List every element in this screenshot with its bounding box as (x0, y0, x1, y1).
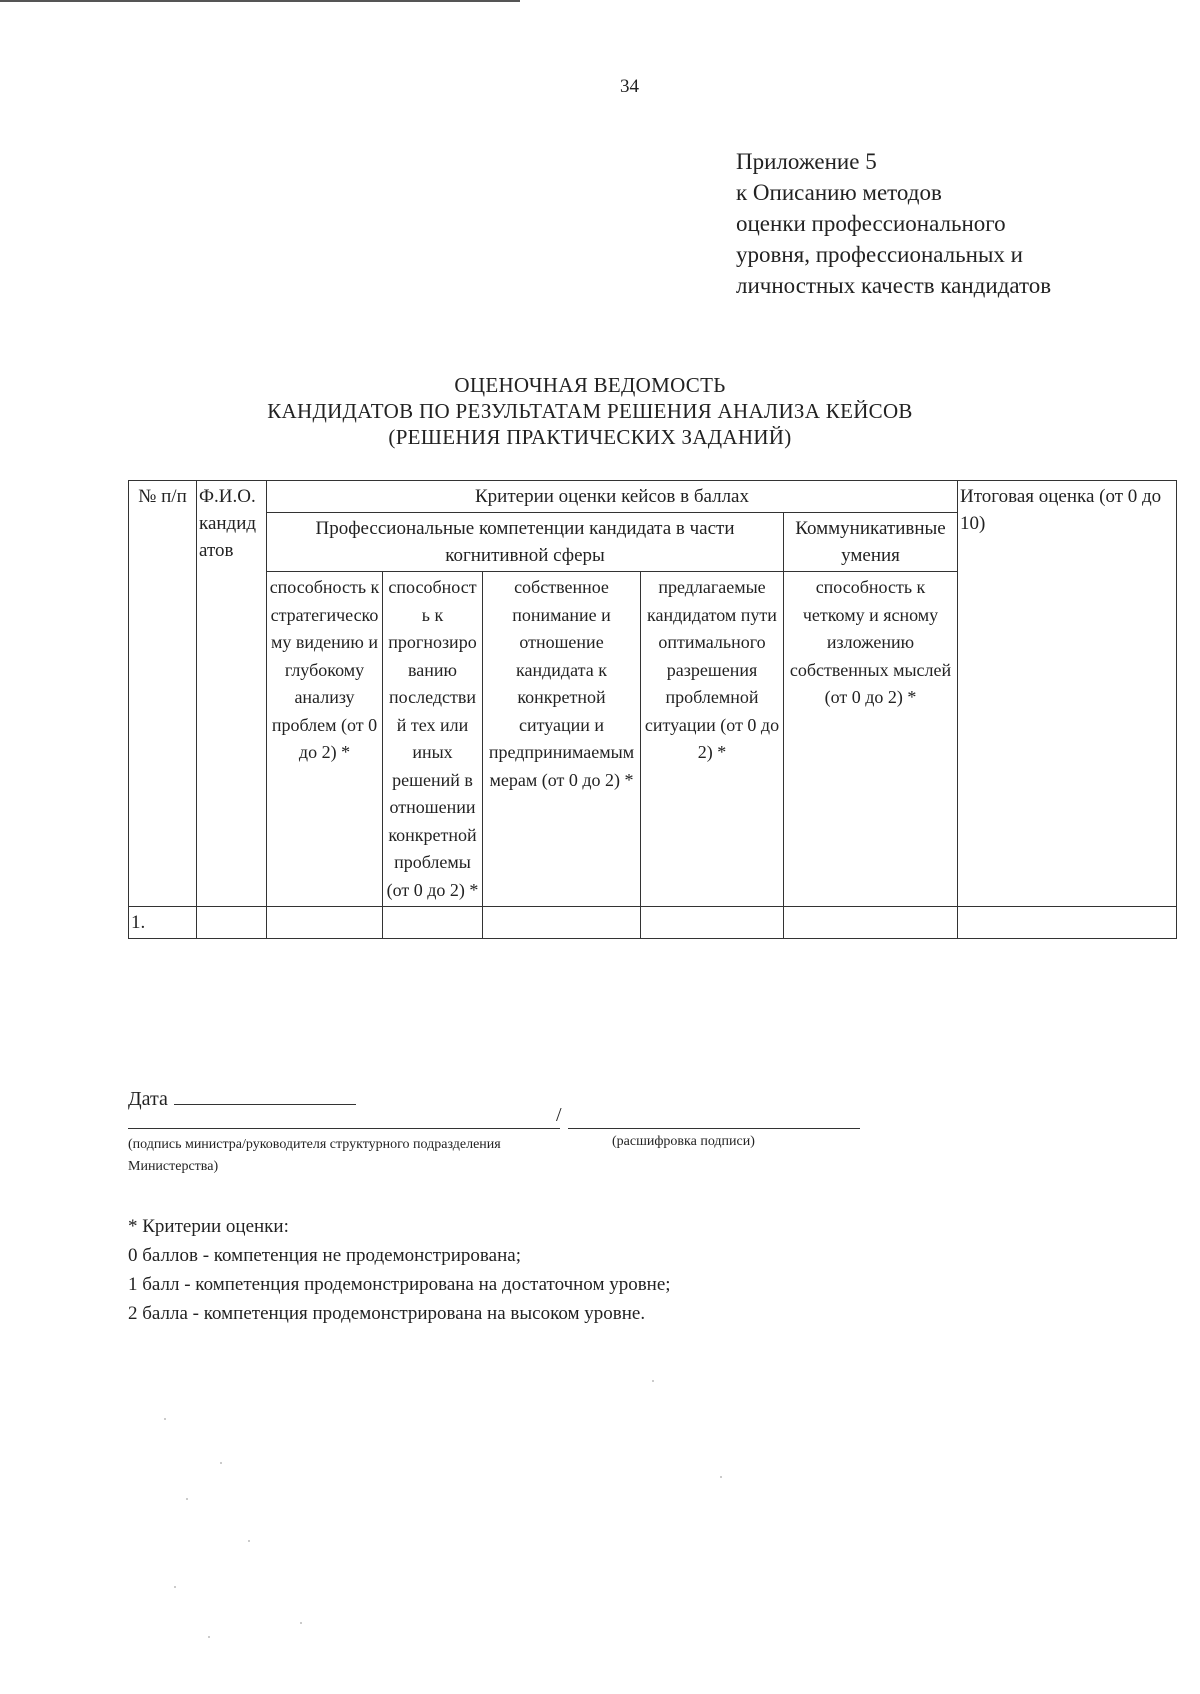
appendix-line: личностных качеств кандидатов (736, 273, 1052, 298)
criterion-forecasting: способность к прогнозированию последствий тех или иных решений в отношении конкретной проблемы (от 0 до 2) * (383, 572, 483, 907)
header-final-score: Итоговая оценка (от 0 до 10) (958, 481, 1177, 907)
row-score-cell (641, 907, 784, 939)
header-professional-competencies: Профессиональные компетенции кандидата в части когнитивной сферы (267, 513, 784, 572)
criterion-strategic-vision: способность к стратегическому видению и глубокому анализу проблем (от 0 до 2) * (267, 572, 383, 907)
signature-caption: (подпись министра/руководителя структурного подразделения Министерства) (128, 1137, 501, 1174)
row-score-cell (267, 907, 383, 939)
evaluation-table (128, 480, 1177, 939)
header-criteria: Критерии оценки кейсов в баллах (267, 481, 958, 513)
date-blank-line (174, 1086, 356, 1105)
appendix-line: оценки профессионального (736, 211, 1006, 236)
scoring-criteria-notes (128, 1212, 671, 1328)
signature-blank-line (128, 1128, 560, 1129)
criteria-heading: * Критерии оценки: (128, 1216, 289, 1237)
row-number: 1. (129, 907, 197, 939)
scan-speck (208, 1636, 210, 1638)
row-score-cell (784, 907, 958, 939)
top-scan-edge-rule (0, 0, 520, 2)
appendix-line: к Описанию методов (736, 180, 942, 205)
row-final-cell (958, 907, 1177, 939)
criterion-clear-expression: способность к четкому и ясному изложению собственных мыслей (от 0 до 2) * (784, 572, 958, 907)
scan-speck (174, 1586, 176, 1588)
table-row (129, 907, 1177, 939)
appendix-line: уровня, профессиональных и (736, 242, 1023, 267)
page-number: 34 (620, 76, 639, 97)
scan-speck (220, 1462, 222, 1464)
header-communicative-skills: Коммуникативные умения (784, 513, 958, 572)
scan-speck (186, 1498, 188, 1500)
scan-speck (300, 1622, 302, 1624)
appendix-line: Приложение 5 (736, 149, 877, 174)
signature-decoding-blank-line (568, 1128, 860, 1129)
header-full-name: Ф.И.О. кандидатов (197, 481, 267, 907)
criterion-proposed-solutions: предлагаемые кандидатом пути оптимального разрешения проблемной ситуации (от 0 до 2) * (641, 572, 784, 907)
document-title (150, 372, 1030, 450)
scan-speck (652, 1380, 654, 1382)
date-label: Дата (128, 1088, 168, 1110)
row-score-cell (483, 907, 641, 939)
appendix-reference-block (736, 146, 1051, 301)
criteria-item: 2 балла - компетенция продемонстрирована на высоком уровне. (128, 1303, 646, 1324)
signature-separator: / (556, 1104, 562, 1126)
header-number: № п/п (129, 481, 197, 907)
title-line: (РЕШЕНИЯ ПРАКТИЧЕСКИХ ЗАДАНИЙ) (388, 425, 792, 449)
title-line: КАНДИДАТОВ ПО РЕЗУЛЬТАТАМ РЕШЕНИЯ АНАЛИЗА КЕЙСОВ (267, 399, 913, 423)
title-line: ОЦЕНОЧНАЯ ВЕДОМОСТЬ (454, 373, 726, 397)
row-score-cell (383, 907, 483, 939)
scan-speck (164, 1418, 166, 1420)
date-field (128, 1086, 356, 1111)
signature-decoding-caption: (расшифровка подписи) (612, 1134, 755, 1149)
scan-speck (248, 1540, 250, 1542)
scan-speck (720, 1476, 722, 1478)
criteria-item: 0 баллов - компетенция не продемонстрирована; (128, 1245, 521, 1266)
row-name-cell (197, 907, 267, 939)
criterion-own-understanding: собственное понимание и отношение кандидата к конкретной ситуации и предпринимаемым мерам (от 0 до 2) * (483, 572, 641, 907)
criteria-item: 1 балл - компетенция продемонстрирована на достаточном уровне; (128, 1274, 671, 1295)
